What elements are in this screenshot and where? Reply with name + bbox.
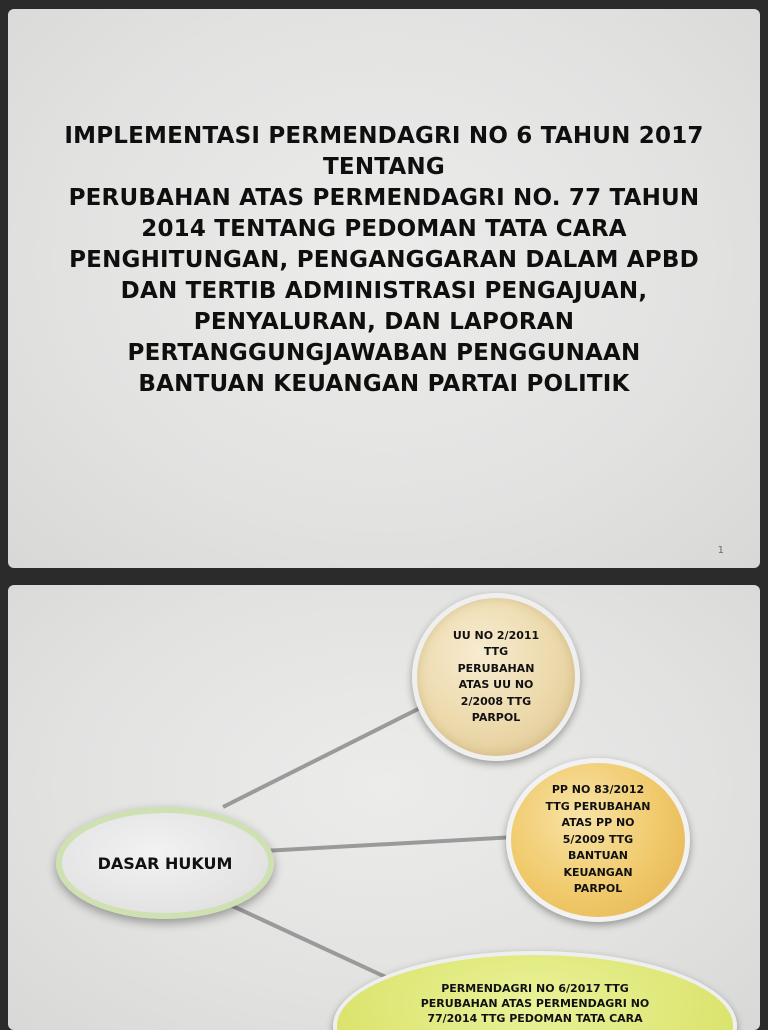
pp-line: KEUANGAN — [563, 865, 633, 879]
uu-line: UU NO 2/2011 — [452, 628, 540, 642]
pp-line: ATAS PP NO — [561, 816, 635, 830]
pp-line: PP NO 83/2012 — [551, 783, 645, 797]
uu-line: TTG — [483, 645, 509, 658]
uu-node-text — [453, 628, 539, 727]
connector-to-uu — [223, 705, 426, 807]
pp-line: BANTUAN — [568, 849, 628, 863]
uu-line: PERUBAHAN — [457, 661, 535, 675]
title-line: DAN TERTIB ADMINISTRASI PENGAJUAN, — [120, 278, 648, 304]
uu-line: PARPOL — [471, 711, 521, 724]
uu-line: 2/2008 TTG — [460, 694, 532, 708]
uu-node — [412, 593, 580, 761]
title-line: BANTUAN KEUANGAN PARTAI POLITIK — [138, 371, 630, 397]
title-line: PERUBAHAN ATAS PERMENDAGRI NO. 77 TAHUN — [68, 185, 700, 211]
permendagri-line: 77/2014 TTG PEDOMAN TATA CARA — [427, 1012, 643, 1025]
pp-node — [506, 758, 690, 922]
slide-number: 1 — [717, 545, 724, 556]
pp-node-text — [546, 782, 651, 898]
pp-line: 5/2009 TTG — [562, 832, 634, 846]
title-line: PENGHITUNGAN, PENGANGGARAN DALAM APBD — [69, 247, 699, 273]
slide-1 — [8, 9, 760, 568]
uu-line: ATAS UU NO — [458, 678, 534, 691]
title-line: TENTANG — [323, 154, 445, 180]
pp-line: PARPOL — [573, 882, 623, 896]
connector-to-pp — [263, 837, 516, 851]
slide-title — [28, 121, 740, 400]
title-line: PENYALURAN, DAN LAPORAN — [193, 309, 575, 335]
pp-line: TTG PERUBAHAN — [545, 799, 651, 813]
connector-to-permendagri — [213, 897, 403, 985]
permendagri-line: PERMENDAGRI NO 6/2017 TTG — [441, 982, 629, 995]
permendagri-line: PERUBAHAN ATAS PERMENDAGRI NO — [420, 997, 650, 1010]
title-line: PERTANGGUNGJAWABAN PENGGUNAAN — [127, 340, 641, 366]
slide-2 — [8, 585, 760, 1030]
permendagri-node-text — [421, 981, 650, 1026]
dasar-hukum-node — [56, 807, 274, 919]
title-line: 2014 TENTANG PEDOMAN TATA CARA — [141, 216, 627, 242]
dasar-hukum-label: DASAR HUKUM — [97, 853, 233, 873]
title-line: IMPLEMENTASI PERMENDAGRI NO 6 TAHUN 2017 — [64, 123, 704, 149]
